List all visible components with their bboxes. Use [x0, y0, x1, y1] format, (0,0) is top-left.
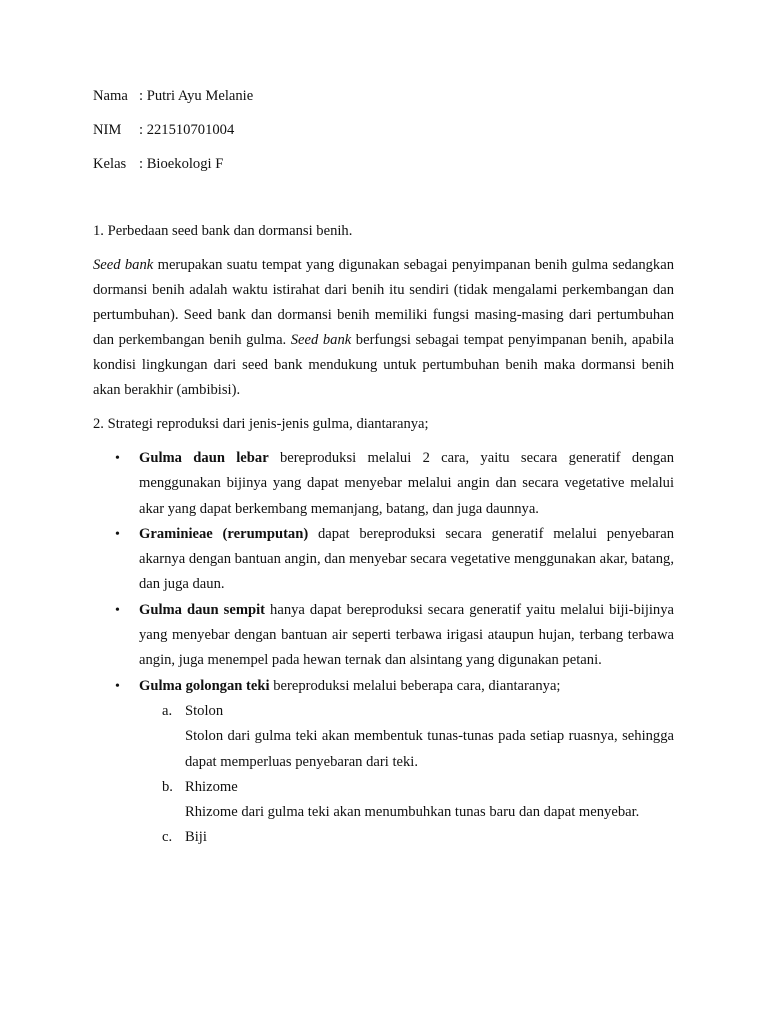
weed-description: dapat bereproduksi secara generatif melalui penyebaran akarnya dengan bantuan angin, dan menyebar secara vegetative menggunakan akar, batang, dan juga daun. [139, 525, 675, 593]
list-item [93, 446, 674, 522]
weed-strategy-list [93, 446, 674, 851]
weed-type: Graminieae (rerumputan) [139, 525, 309, 542]
info-row-kelas [93, 152, 674, 176]
list-letter: a. [162, 702, 173, 719]
info-value: : Putri Ayu Melanie [139, 88, 254, 104]
info-value: : 221510701004 [139, 122, 235, 138]
info-label: NIM [93, 122, 122, 138]
info-value: : Bioekologi F [139, 156, 224, 172]
list-item [139, 825, 674, 850]
paragraph-text: merupakan suatu tempat yang digunakan sebagai penyimpanan benih gulma sedangkan dormansi benih adalah waktu istirahat dari benih itu sendiri (tidak mengalami perkembangan dan pertumbuhan). Seed bank dan dormansi benih memiliki fungsi masing-masing dari pertumbuhan dan perkembangan benih gulma. [93, 257, 674, 348]
list-item [93, 598, 674, 674]
info-label: Kelas [93, 156, 127, 172]
info-row-nim [93, 118, 674, 142]
document-page [93, 84, 674, 851]
list-item [93, 674, 674, 851]
paragraph-text: berfungsi sebagai tempat penyimpanan benih, apabila kondisi lingkungan dari seed bank mendukung untuk pertumbuhan benih maka dormansi benih akan berakhir (ambibisi). [93, 332, 674, 398]
method-title: Biji [185, 829, 207, 846]
weed-description: bereproduksi melalui 2 cara, yaitu secara generatif dengan menggunakan bijinya yang dapat menyebar melalui angin dan secara vegetative melalui akar yang dapat berkembang memanjang, batang, dan juga daunnya. [139, 450, 674, 517]
section-1-heading: 1. Perbedaan seed bank dan dormansi benih. [93, 223, 353, 239]
method-title: Rhizome [185, 778, 238, 795]
list-letter: c. [162, 829, 173, 846]
term-seed-bank: Seed bank [290, 332, 352, 348]
bullet-icon: • [115, 678, 120, 694]
weed-type: Gulma daun lebar [139, 450, 269, 466]
term-seed-bank: Seed bank [93, 257, 154, 273]
section-2-heading: 2. Strategi reproduksi dari jenis-jenis gulma, diantaranya; [93, 416, 429, 432]
weed-type: Gulma daun sempit [139, 601, 266, 618]
section-1-paragraph [93, 253, 674, 403]
bullet-icon: • [115, 602, 120, 618]
method-title: Stolon [185, 702, 224, 719]
list-item [139, 775, 674, 826]
list-item [139, 699, 674, 775]
method-description: Rhizome dari gulma teki akan menumbuhkan tunas baru dan dapat menyebar. [185, 804, 640, 821]
weed-description: hanya dapat bereproduksi secara generatif yaitu melalui biji-bijinya yang menyebar dengan bantuan air seperti terbawa irigasi ataupun hujan, terbang terbawa angin, juga menempel pada hewan ternak dan alsintang yang digunakan petani. [139, 601, 674, 669]
list-letter: b. [162, 778, 173, 795]
weed-type: Gulma golongan teki [139, 677, 270, 694]
method-description: Stolon dari gulma teki akan membentuk tunas-tunas pada setiap ruasnya, sehingga dapat memperluas penyebaran dari teki. [185, 728, 674, 770]
teki-methods-list [139, 699, 674, 851]
list-item [93, 522, 674, 598]
spacer [93, 186, 674, 219]
weed-description: bereproduksi melalui beberapa cara, diantaranya; [269, 677, 561, 694]
student-info [93, 84, 674, 176]
info-row-nama [93, 84, 674, 108]
bullet-icon: • [115, 451, 120, 466]
bullet-icon: • [115, 526, 120, 542]
info-label: Nama [93, 88, 128, 104]
